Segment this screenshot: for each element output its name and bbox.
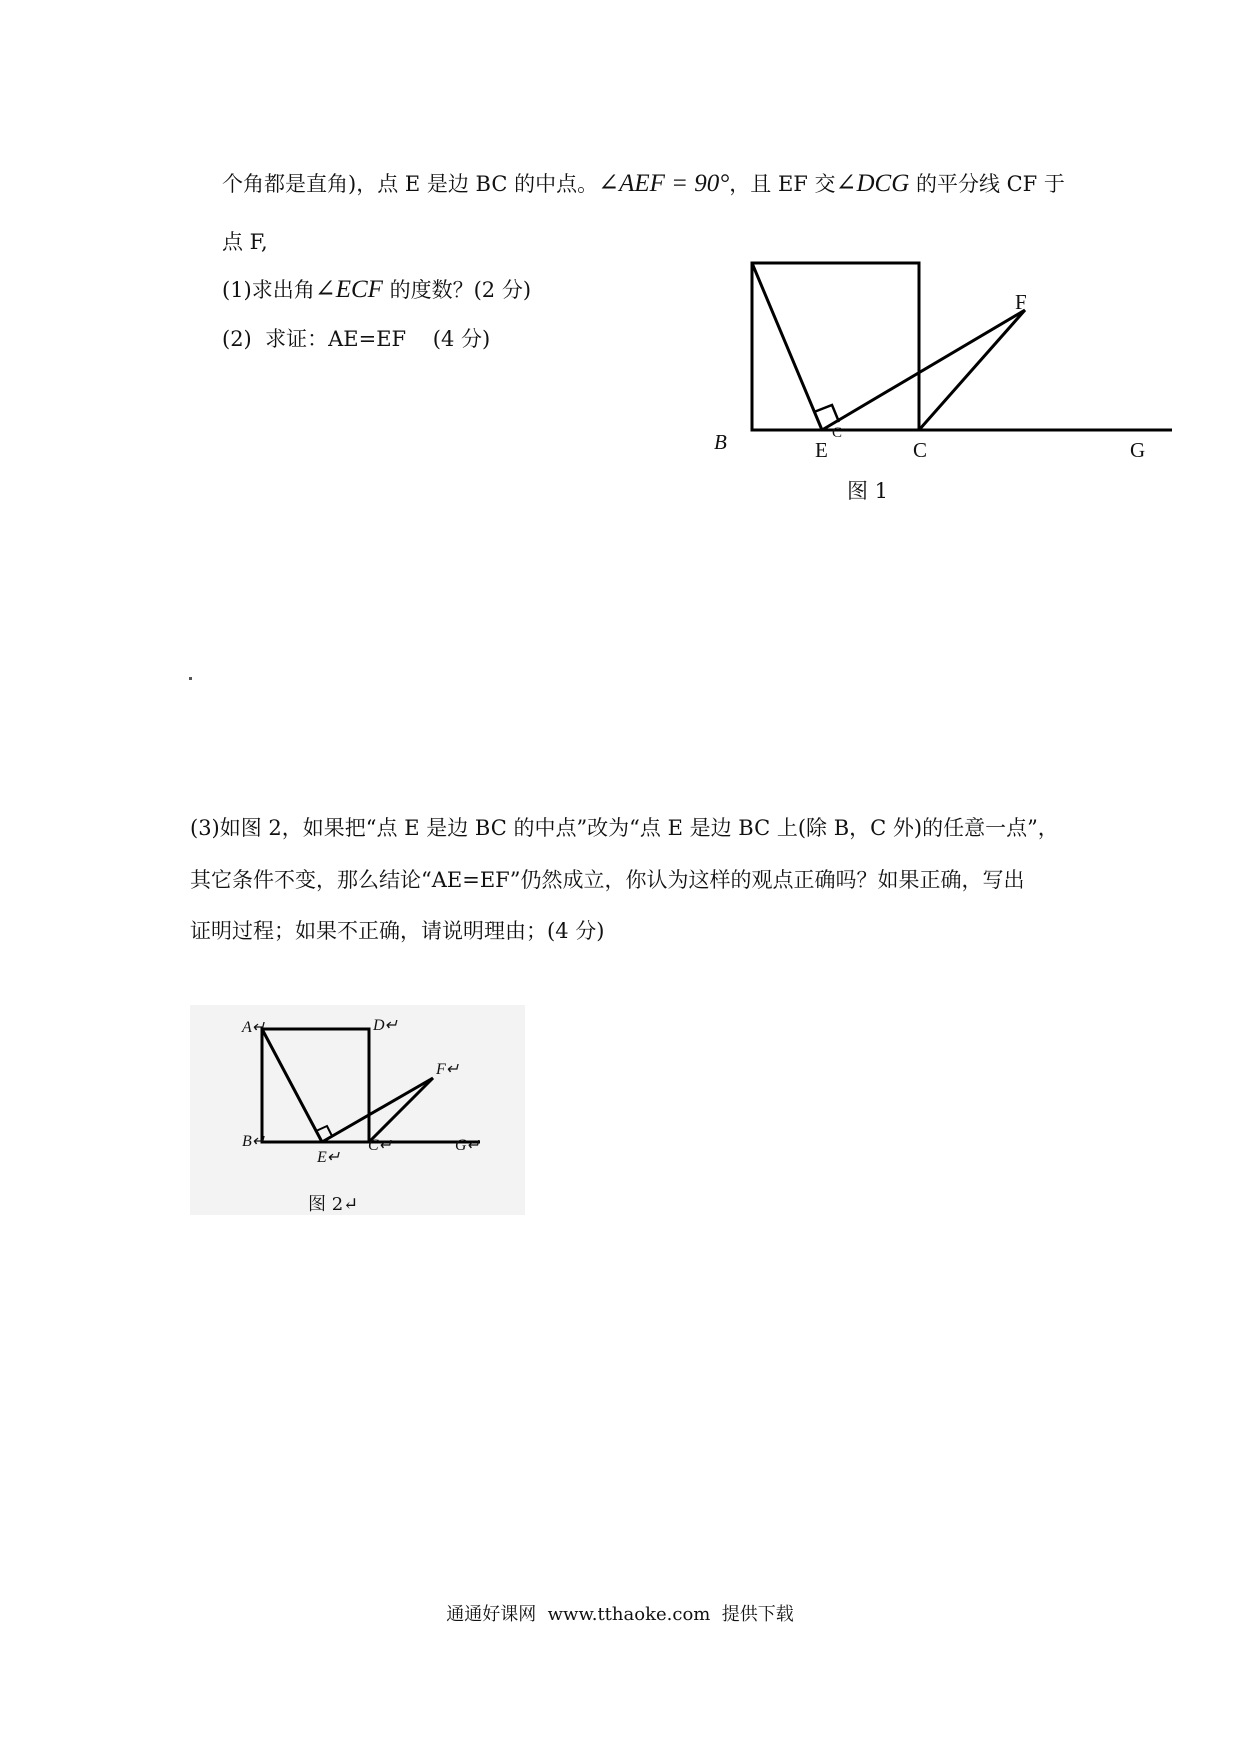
question-3-line-2: 其它条件不变，那么结论“AE=EF”仍然成立，你认为这样的观点正确吗？如果正确，写出 xyxy=(190,868,1025,892)
question-3-line-1: (3)如图 2，如果把“点 E 是边 BC 的中点”改为“点 E 是边 BC 上(除 B，C 外)的任意一点”， xyxy=(190,816,1059,840)
problem-line-1 xyxy=(222,170,1065,198)
figure-2-diagram xyxy=(190,1005,525,1215)
fig2-label-b: B↵ xyxy=(242,1133,266,1150)
fig2-label-d: D↵ xyxy=(373,1017,398,1034)
segment-ef xyxy=(822,310,1025,430)
fig2-label-e: E↵ xyxy=(317,1149,341,1166)
fig1-label-f: F xyxy=(1015,290,1027,314)
fig2-label-a: A↵ xyxy=(242,1019,266,1036)
fig2-label-c: C↵ xyxy=(368,1137,393,1154)
segment-ae-fig2 xyxy=(262,1029,322,1142)
page-footer: 通通好课网 www.tthaoke.com 提供下载 xyxy=(446,1604,794,1625)
segment-ae xyxy=(752,263,822,430)
problem-line-2: 点 F, xyxy=(222,230,268,254)
angle-dcg-formula: ∠DCG xyxy=(835,170,910,197)
figure-1 xyxy=(710,250,1180,503)
fig2-label-f: F↵ xyxy=(436,1061,460,1078)
angle-aef-formula: ∠AEF = 90° xyxy=(598,170,730,197)
fig1-label-b: B xyxy=(714,430,727,454)
fig1-label-e: E xyxy=(815,438,828,462)
q1-text-b: 的度数？(2 分) xyxy=(382,278,532,302)
question-1 xyxy=(222,276,531,304)
figure-2 xyxy=(190,1005,525,1215)
angle-ecf-formula: ∠ECF xyxy=(314,276,383,303)
figure-2-caption: 图 2↵ xyxy=(308,1194,359,1215)
segment-cf xyxy=(919,310,1025,430)
figure-1-caption: 图 1 xyxy=(847,479,889,503)
line1-text-a: 个角都是直角)，点 E 是边 BC 的中点。 xyxy=(222,172,599,196)
question-2: (2) 求证：AE=EF (4 分) xyxy=(222,327,491,351)
square-abcd xyxy=(752,263,919,430)
question-3-line-3: 证明过程；如果不正确，请说明理由；(4 分) xyxy=(190,919,605,943)
fig1-label-c: C xyxy=(913,438,928,462)
fig1-label-c-small: C xyxy=(832,425,843,441)
fig1-label-g: G xyxy=(1130,438,1146,462)
stray-mark xyxy=(189,677,192,680)
figure-1-diagram xyxy=(710,250,1180,450)
line1-text-b: ，且 EF 交 xyxy=(729,172,836,196)
q1-text-a: (1)求出角 xyxy=(222,278,315,302)
fig2-label-g: G↵ xyxy=(455,1137,480,1154)
line1-text-c: 的平分线 CF 于 xyxy=(909,172,1065,196)
